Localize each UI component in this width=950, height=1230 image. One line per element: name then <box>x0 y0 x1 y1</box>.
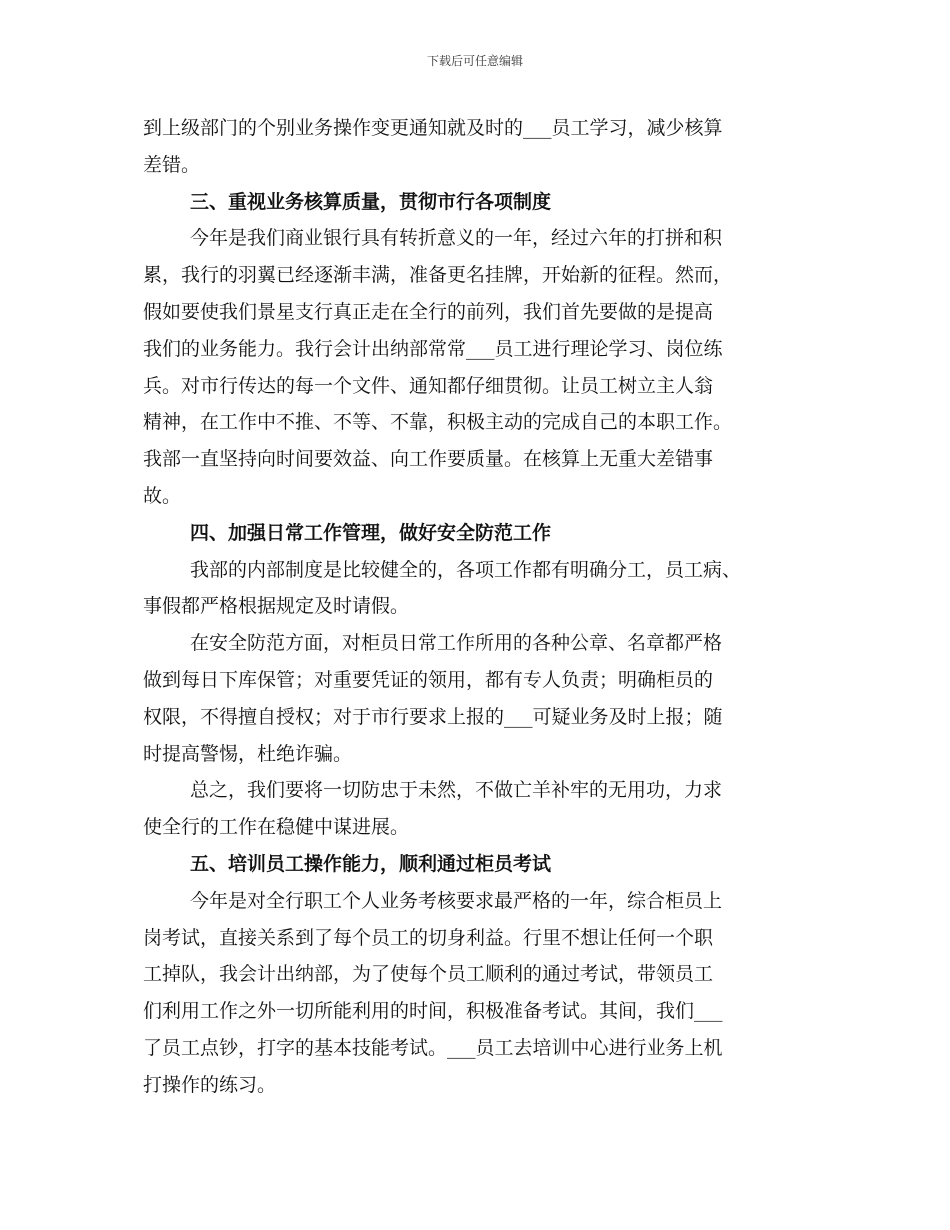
text-line: 故。 <box>143 484 182 507</box>
text-line: 了员工点钞，打字的基本技能考试。___员工去培训中心进行业务上机 <box>143 1036 723 1059</box>
text-line: 我部一直坚持向时间要效益、向工作要质量。在核算上无重大差错事 <box>143 448 714 471</box>
text-line: 到上级部门的个别业务操作变更通知就及时的___员工学习，减少核算 <box>143 117 723 139</box>
text-line: 在安全防范方面，对柜员日常工作所用的各种公章、名章都严格 <box>190 632 723 655</box>
text-line: 岗考试，直接关系到了每个员工的切身利益。行里不想让任何一个职 <box>143 926 714 949</box>
page-header: 下载后可任意编辑 <box>426 54 523 68</box>
text-line: 总之，我们要将一切防忠于未然，不做亡羊补牢的无用功，力求 <box>190 779 723 802</box>
text-line: 时提高警惕，杜绝诈骗。 <box>143 742 353 765</box>
text-line: 我们的业务能力。我行会计出纳部常常___员工进行理论学习、岗位练 <box>143 337 723 360</box>
text-line: 差错。 <box>143 153 201 176</box>
text-line: 工掉队，我会计出纳部，为了使每个员工顺利的通过考试，带领员工 <box>143 963 714 986</box>
text-line: 权限，不得擅自授权；对于市行要求上报的___可疑业务及时上报；随 <box>143 705 723 728</box>
text-line: 兵。对市行传达的每一个文件、通知都仔细贯彻。让员工树立主人翁 <box>143 374 714 397</box>
text-line: 精神，在工作中不推、不等、不靠，积极主动的完成自己的本职工作。 <box>143 411 733 434</box>
text-line: 我部的内部制度是比较健全的，各项工作都有明确分工，员工病、 <box>190 558 742 581</box>
text-line: 累，我行的羽翼已经逐渐丰满，准备更名挂牌，开始新的征程。然而， <box>143 264 733 287</box>
text-line: 今年是我们商业银行具有转折意义的一年，经过六年的打拼和积 <box>190 227 723 250</box>
document-body <box>143 110 811 1104</box>
text-line: 事假都严格根据规定及时请假。 <box>143 595 410 618</box>
section-heading: 五、培训员工操作能力，顺利通过柜员考试 <box>190 852 552 875</box>
text-line: 打操作的练习。 <box>143 1073 277 1096</box>
text-line: 假如要使我们景星支行真正走在全行的前列，我们首先要做的是提高 <box>143 300 714 323</box>
text-line: 今年是对全行职工个人业务考核要求最严格的一年，综合柜员上 <box>190 889 723 912</box>
text-line: 们利用工作之外一切所能利用的时间，积极准备考试。其间，我们___ <box>143 1000 723 1023</box>
text-line: 做到每日下库保管；对重要凭证的领用，都有专人负责；明确柜员的 <box>143 668 714 691</box>
section-heading: 三、重视业务核算质量，贯彻市行各项制度 <box>190 190 552 213</box>
section-heading: 四、加强日常工作管理，做好安全防范工作 <box>190 521 552 544</box>
text-line: 使全行的工作在稳健中谋进展。 <box>143 816 410 839</box>
